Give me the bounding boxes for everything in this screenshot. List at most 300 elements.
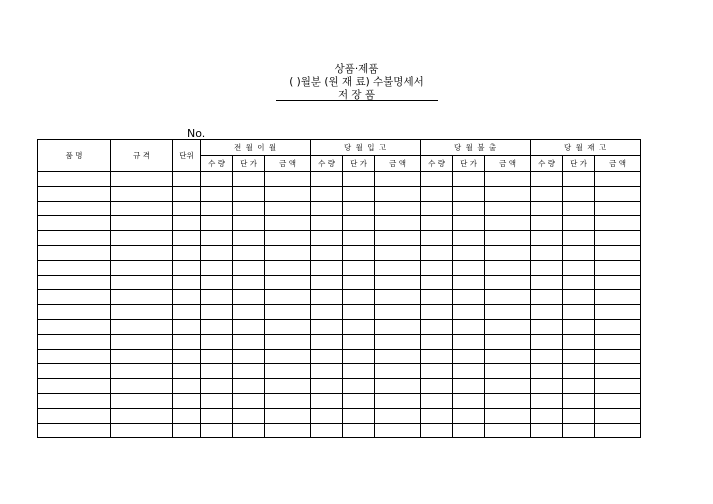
table-cell (421, 349, 453, 364)
table-cell (485, 379, 531, 394)
table-cell (111, 423, 173, 438)
table-cell (201, 423, 233, 438)
table-cell (233, 364, 265, 379)
table-cell (233, 245, 265, 260)
sub-amount: 금 액 (265, 156, 311, 172)
table-cell (173, 231, 201, 246)
table-cell (233, 275, 265, 290)
table-cell (265, 408, 311, 423)
table-cell (201, 349, 233, 364)
header-row-1 (38, 140, 641, 156)
table-cell (311, 216, 343, 231)
table-cell (111, 334, 173, 349)
table-cell (311, 260, 343, 275)
table-cell (421, 245, 453, 260)
table-row (38, 334, 641, 349)
table-cell (173, 379, 201, 394)
ledger-body (38, 172, 641, 438)
table-cell (311, 201, 343, 216)
group-month-receipt: 당 월 입 고 (311, 140, 421, 156)
table-cell (265, 305, 311, 320)
table-cell (531, 245, 563, 260)
table-cell (343, 245, 375, 260)
table-cell (265, 379, 311, 394)
table-cell (531, 260, 563, 275)
table-cell (343, 334, 375, 349)
table-cell (343, 423, 375, 438)
table-cell (38, 305, 111, 320)
table-cell (38, 379, 111, 394)
table-cell (265, 216, 311, 231)
table-cell (453, 393, 485, 408)
table-cell (173, 319, 201, 334)
table-cell (111, 201, 173, 216)
table-cell (111, 231, 173, 246)
table-cell (375, 334, 421, 349)
table-cell (173, 260, 201, 275)
table-cell (453, 319, 485, 334)
table-cell (173, 290, 201, 305)
table-cell (421, 201, 453, 216)
table-cell (38, 245, 111, 260)
table-cell (233, 393, 265, 408)
table-cell (233, 231, 265, 246)
table-cell (311, 408, 343, 423)
table-cell (173, 245, 201, 260)
table-cell (375, 245, 421, 260)
sub-qty: 수 량 (201, 156, 233, 172)
table-cell (201, 201, 233, 216)
table-cell (201, 305, 233, 320)
table-cell (595, 275, 641, 290)
table-cell (343, 349, 375, 364)
table-row (38, 172, 641, 187)
table-cell (111, 245, 173, 260)
table-cell (233, 334, 265, 349)
table-cell (485, 319, 531, 334)
table-cell (201, 275, 233, 290)
table-cell (563, 379, 595, 394)
table-cell (233, 216, 265, 231)
table-cell (485, 275, 531, 290)
table-cell (343, 201, 375, 216)
table-cell (563, 349, 595, 364)
table-cell (343, 393, 375, 408)
table-cell (485, 172, 531, 187)
table-cell (595, 186, 641, 201)
table-cell (375, 319, 421, 334)
sub-qty: 수 량 (531, 156, 563, 172)
table-cell (485, 186, 531, 201)
table-cell (421, 364, 453, 379)
table-cell (201, 364, 233, 379)
table-cell (453, 231, 485, 246)
table-cell (531, 379, 563, 394)
table-cell (201, 172, 233, 187)
table-cell (201, 260, 233, 275)
table-cell (595, 379, 641, 394)
table-cell (38, 260, 111, 275)
table-cell (421, 186, 453, 201)
table-cell (343, 216, 375, 231)
table-cell (201, 231, 233, 246)
table-row (38, 201, 641, 216)
table-cell (563, 186, 595, 201)
table-cell (563, 216, 595, 231)
table-cell (563, 275, 595, 290)
group-prev-carryover: 전 월 이 월 (201, 140, 311, 156)
table-cell (265, 201, 311, 216)
sub-price: 단 가 (233, 156, 265, 172)
table-cell (173, 216, 201, 231)
table-cell (265, 186, 311, 201)
table-cell (38, 319, 111, 334)
table-cell (343, 290, 375, 305)
table-cell (375, 408, 421, 423)
table-cell (111, 172, 173, 187)
table-cell (111, 393, 173, 408)
group-month-issue: 당 월 불 출 (421, 140, 531, 156)
table-row (38, 319, 641, 334)
table-cell (595, 245, 641, 260)
table-cell (531, 349, 563, 364)
table-cell (111, 216, 173, 231)
ledger-table (37, 139, 641, 438)
table-cell (421, 305, 453, 320)
table-cell (343, 364, 375, 379)
table-cell (595, 305, 641, 320)
table-cell (38, 334, 111, 349)
sub-qty: 수 량 (421, 156, 453, 172)
table-cell (233, 379, 265, 394)
header-item-name: 품 명 (38, 140, 111, 172)
table-row (38, 423, 641, 438)
table-cell (343, 172, 375, 187)
table-cell (453, 260, 485, 275)
table-cell (485, 423, 531, 438)
table-cell (595, 349, 641, 364)
table-cell (421, 319, 453, 334)
table-cell (421, 379, 453, 394)
header-unit: 단위 (173, 140, 201, 172)
table-cell (111, 260, 173, 275)
table-cell (485, 349, 531, 364)
table-cell (111, 275, 173, 290)
table-cell (485, 290, 531, 305)
title-line-2: ( )월분 (원 재 료) 수불명세서 (289, 76, 424, 88)
table-cell (375, 290, 421, 305)
table-cell (595, 408, 641, 423)
table-cell (233, 349, 265, 364)
table-cell (265, 172, 311, 187)
table-cell (201, 319, 233, 334)
table-cell (531, 423, 563, 438)
table-cell (38, 423, 111, 438)
table-cell (563, 334, 595, 349)
table-cell (531, 172, 563, 187)
table-cell (173, 423, 201, 438)
table-cell (453, 172, 485, 187)
table-cell (375, 275, 421, 290)
table-cell (531, 393, 563, 408)
table-cell (173, 364, 201, 379)
table-cell (453, 245, 485, 260)
table-row (38, 231, 641, 246)
table-cell (233, 305, 265, 320)
table-cell (453, 201, 485, 216)
table-cell (343, 260, 375, 275)
table-cell (311, 349, 343, 364)
table-cell (233, 172, 265, 187)
table-cell (201, 334, 233, 349)
sub-qty: 수 량 (311, 156, 343, 172)
table-cell (343, 408, 375, 423)
table-cell (563, 393, 595, 408)
table-cell (311, 305, 343, 320)
table-cell (233, 408, 265, 423)
table-cell (111, 349, 173, 364)
table-row (38, 260, 641, 275)
table-cell (265, 290, 311, 305)
table-cell (265, 260, 311, 275)
table-cell (233, 290, 265, 305)
table-cell (265, 364, 311, 379)
title-underline (276, 100, 438, 101)
table-cell (311, 231, 343, 246)
sub-amount: 금 액 (375, 156, 421, 172)
table-cell (453, 275, 485, 290)
table-cell (375, 393, 421, 408)
table-cell (531, 305, 563, 320)
table-cell (531, 201, 563, 216)
table-cell (343, 319, 375, 334)
table-cell (563, 201, 595, 216)
table-cell (531, 290, 563, 305)
table-cell (421, 423, 453, 438)
table-cell (111, 408, 173, 423)
table-cell (375, 379, 421, 394)
table-cell (531, 216, 563, 231)
table-cell (311, 319, 343, 334)
table-cell (311, 245, 343, 260)
table-row (38, 186, 641, 201)
table-cell (265, 275, 311, 290)
table-cell (595, 290, 641, 305)
table-cell (563, 231, 595, 246)
table-cell (38, 231, 111, 246)
table-cell (375, 349, 421, 364)
table-cell (38, 290, 111, 305)
table-cell (421, 172, 453, 187)
table-cell (485, 231, 531, 246)
table-cell (111, 364, 173, 379)
table-cell (201, 408, 233, 423)
table-cell (485, 216, 531, 231)
table-cell (265, 423, 311, 438)
table-cell (343, 379, 375, 394)
table-cell (265, 319, 311, 334)
table-cell (265, 231, 311, 246)
table-cell (563, 305, 595, 320)
table-cell (375, 231, 421, 246)
table-cell (453, 305, 485, 320)
table-cell (421, 275, 453, 290)
table-cell (485, 393, 531, 408)
table-cell (201, 290, 233, 305)
table-cell (343, 275, 375, 290)
no-label: No. (187, 127, 206, 140)
table-cell (173, 305, 201, 320)
table-cell (311, 393, 343, 408)
table-cell (595, 201, 641, 216)
table-row (38, 275, 641, 290)
table-cell (201, 245, 233, 260)
table-cell (38, 172, 111, 187)
table-cell (453, 216, 485, 231)
table-cell (173, 349, 201, 364)
table-cell (421, 393, 453, 408)
table-cell (485, 245, 531, 260)
table-cell (595, 172, 641, 187)
table-cell (485, 201, 531, 216)
sub-amount: 금 액 (595, 156, 641, 172)
table-cell (311, 364, 343, 379)
table-cell (343, 186, 375, 201)
table-row (38, 349, 641, 364)
table-cell (173, 275, 201, 290)
table-cell (453, 290, 485, 305)
table-cell (563, 408, 595, 423)
table-cell (595, 231, 641, 246)
header-spec: 규 격 (111, 140, 173, 172)
table-cell (485, 334, 531, 349)
table-cell (375, 305, 421, 320)
table-row (38, 393, 641, 408)
table-cell (111, 305, 173, 320)
table-cell (38, 201, 111, 216)
table-cell (38, 408, 111, 423)
table-cell (173, 172, 201, 187)
table-cell (453, 423, 485, 438)
table-cell (485, 305, 531, 320)
table-cell (595, 216, 641, 231)
table-cell (233, 319, 265, 334)
table-cell (311, 290, 343, 305)
table-cell (375, 172, 421, 187)
table-cell (595, 423, 641, 438)
table-cell (38, 349, 111, 364)
table-cell (265, 245, 311, 260)
table-row (38, 408, 641, 423)
table-cell (311, 186, 343, 201)
table-cell (111, 379, 173, 394)
table-cell (485, 260, 531, 275)
table-cell (531, 231, 563, 246)
table-cell (421, 290, 453, 305)
table-cell (201, 186, 233, 201)
table-cell (595, 319, 641, 334)
table-cell (233, 186, 265, 201)
table-cell (375, 186, 421, 201)
table-cell (343, 305, 375, 320)
table-cell (595, 393, 641, 408)
sub-price: 단 가 (563, 156, 595, 172)
table-cell (265, 349, 311, 364)
table-cell (265, 393, 311, 408)
table-cell (531, 186, 563, 201)
table-cell (595, 364, 641, 379)
table-cell (201, 393, 233, 408)
table-cell (595, 334, 641, 349)
table-cell (485, 364, 531, 379)
table-cell (173, 201, 201, 216)
table-cell (173, 393, 201, 408)
table-cell (563, 423, 595, 438)
group-month-stock: 당 월 재 고 (531, 140, 641, 156)
sub-price: 단 가 (453, 156, 485, 172)
table-cell (485, 408, 531, 423)
table-cell (311, 172, 343, 187)
table-row (38, 305, 641, 320)
table-cell (233, 201, 265, 216)
table-cell (201, 216, 233, 231)
table-cell (311, 379, 343, 394)
table-cell (563, 319, 595, 334)
table-cell (563, 245, 595, 260)
table-cell (375, 364, 421, 379)
table-cell (421, 408, 453, 423)
table-cell (311, 423, 343, 438)
sub-amount: 금 액 (485, 156, 531, 172)
table-cell (421, 231, 453, 246)
table-cell (375, 216, 421, 231)
table-cell (453, 379, 485, 394)
table-cell (421, 260, 453, 275)
table-cell (265, 334, 311, 349)
table-cell (563, 260, 595, 275)
table-cell (421, 334, 453, 349)
title-line-3: 저 장 품 (337, 89, 376, 101)
table-row (38, 290, 641, 305)
table-cell (233, 423, 265, 438)
table-row (38, 364, 641, 379)
table-cell (38, 186, 111, 201)
table-cell (563, 290, 595, 305)
table-cell (311, 275, 343, 290)
table-cell (233, 260, 265, 275)
table-cell (453, 349, 485, 364)
table-cell (531, 364, 563, 379)
table-cell (453, 334, 485, 349)
table-cell (453, 186, 485, 201)
table-cell (531, 319, 563, 334)
table-cell (531, 334, 563, 349)
table-cell (453, 408, 485, 423)
table-cell (343, 231, 375, 246)
table-cell (375, 423, 421, 438)
title-line-1: 상품·제품 (334, 63, 379, 75)
table-cell (531, 275, 563, 290)
table-cell (38, 364, 111, 379)
table-cell (38, 216, 111, 231)
table-cell (595, 260, 641, 275)
table-cell (375, 201, 421, 216)
sub-price: 단 가 (343, 156, 375, 172)
table-row (38, 379, 641, 394)
table-cell (173, 186, 201, 201)
table-cell (173, 334, 201, 349)
table-cell (563, 364, 595, 379)
